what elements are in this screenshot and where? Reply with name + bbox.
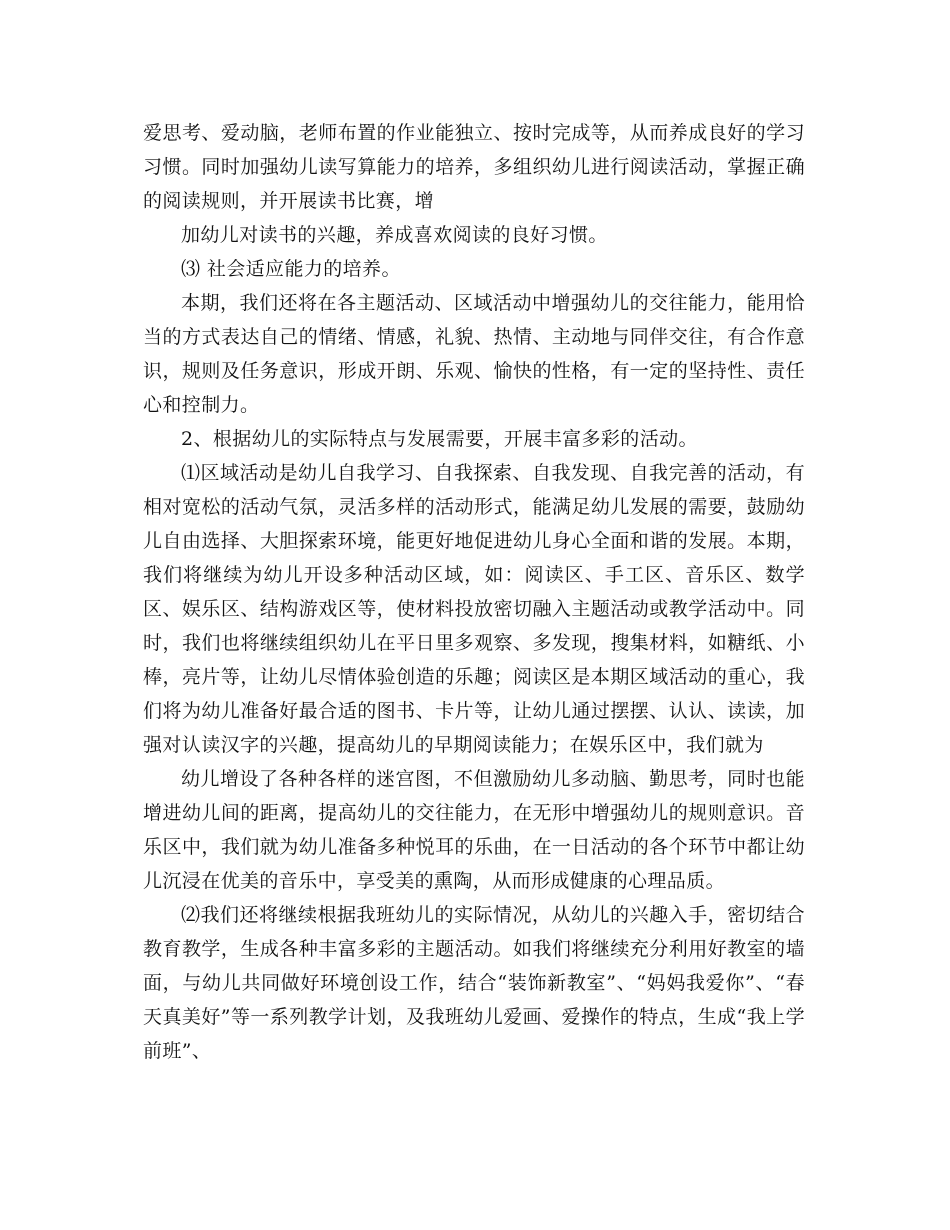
document-body xyxy=(143,116,805,1068)
paragraph-4: 本期，我们还将在各主题活动、区域活动中增强幼儿的交往能力，能用恰当的方式表达自己的情绪、情感，礼貌、热情、主动地与同伴交往，有合作意识，规则及任务意识，形成开朗、乐观、愉快的性格，有一定的坚持性、责任心和控制力。 xyxy=(143,292,805,416)
paragraph-7: 幼儿增设了各种各样的迷宫图，不但激励幼儿多动脑、勤思考，同时也能增进幼儿间的距离，提高幼儿的交往能力，在无形中增强幼儿的规则意识。音乐区中，我们就为幼儿准备多种悦耳的乐曲，在一日活动的各个环节中都让幼儿沉浸在优美的音乐中，享受美的熏陶，从而形成健康的心理品质。 xyxy=(143,768,805,892)
paragraph-8: ⑵我们还将继续根据我班幼儿的实际情况，从幼儿的兴趣入手，密切结合教育教学，生成各种丰富多彩的主题活动。如我们将继续充分利用好教室的墙面，与幼儿共同做好环境创设工作，结合“装饰新教室”、“妈妈我爱你”、“春天真美好”等一系列教学计划，及我班幼儿爱画、爱操作的特点，生成“我上学前班”、 xyxy=(143,904,805,1062)
paragraph-1: 爱思考、爱动脑，老师布置的作业能独立、按时完成等，从而养成良好的学习习惯。同时加强幼儿读写算能力的培养，多组织幼儿进行阅读活动，掌握正确的阅读规则，并开展读书比赛，增 xyxy=(143,122,805,212)
paragraph-5: 2、根据幼儿的实际特点与发展需要，开展丰富多彩的活动。 xyxy=(181,428,698,450)
paragraph-3: ⑶ 社会适应能力的培养。 xyxy=(181,258,401,280)
paragraph-6: ⑴区域活动是幼儿自我学习、自我探索、自我发现、自我完善的活动，有相对宽松的活动气氛，灵活多样的活动形式，能满足幼儿发展的需要，鼓励幼儿自由选择、大胆探索环境，能更好地促进幼儿身心全面和谐的发展。本期，我们将继续为幼儿开设多种活动区域，如：阅读区、手工区、音乐区、数学区、娱乐区、结构游戏区等，使材料投放密切融入主题活动或教学活动中。同时，我们也将继续组织幼儿在平日里多观察、多发现，搜集材料，如糖纸、小棒，亮片等，让幼儿尽情体验创造的乐趣；阅读区是本期区域活动的重心，我们将为幼儿准备好最合适的图书、卡片等，让幼儿通过摆摆、认认、读读，加强对认读汉字的兴趣，提高幼儿的早期阅读能力；在娱乐区中，我们就为 xyxy=(143,462,805,756)
paragraph-2: 加幼儿对读书的兴趣，养成喜欢阅读的良好习惯。 xyxy=(181,224,608,246)
